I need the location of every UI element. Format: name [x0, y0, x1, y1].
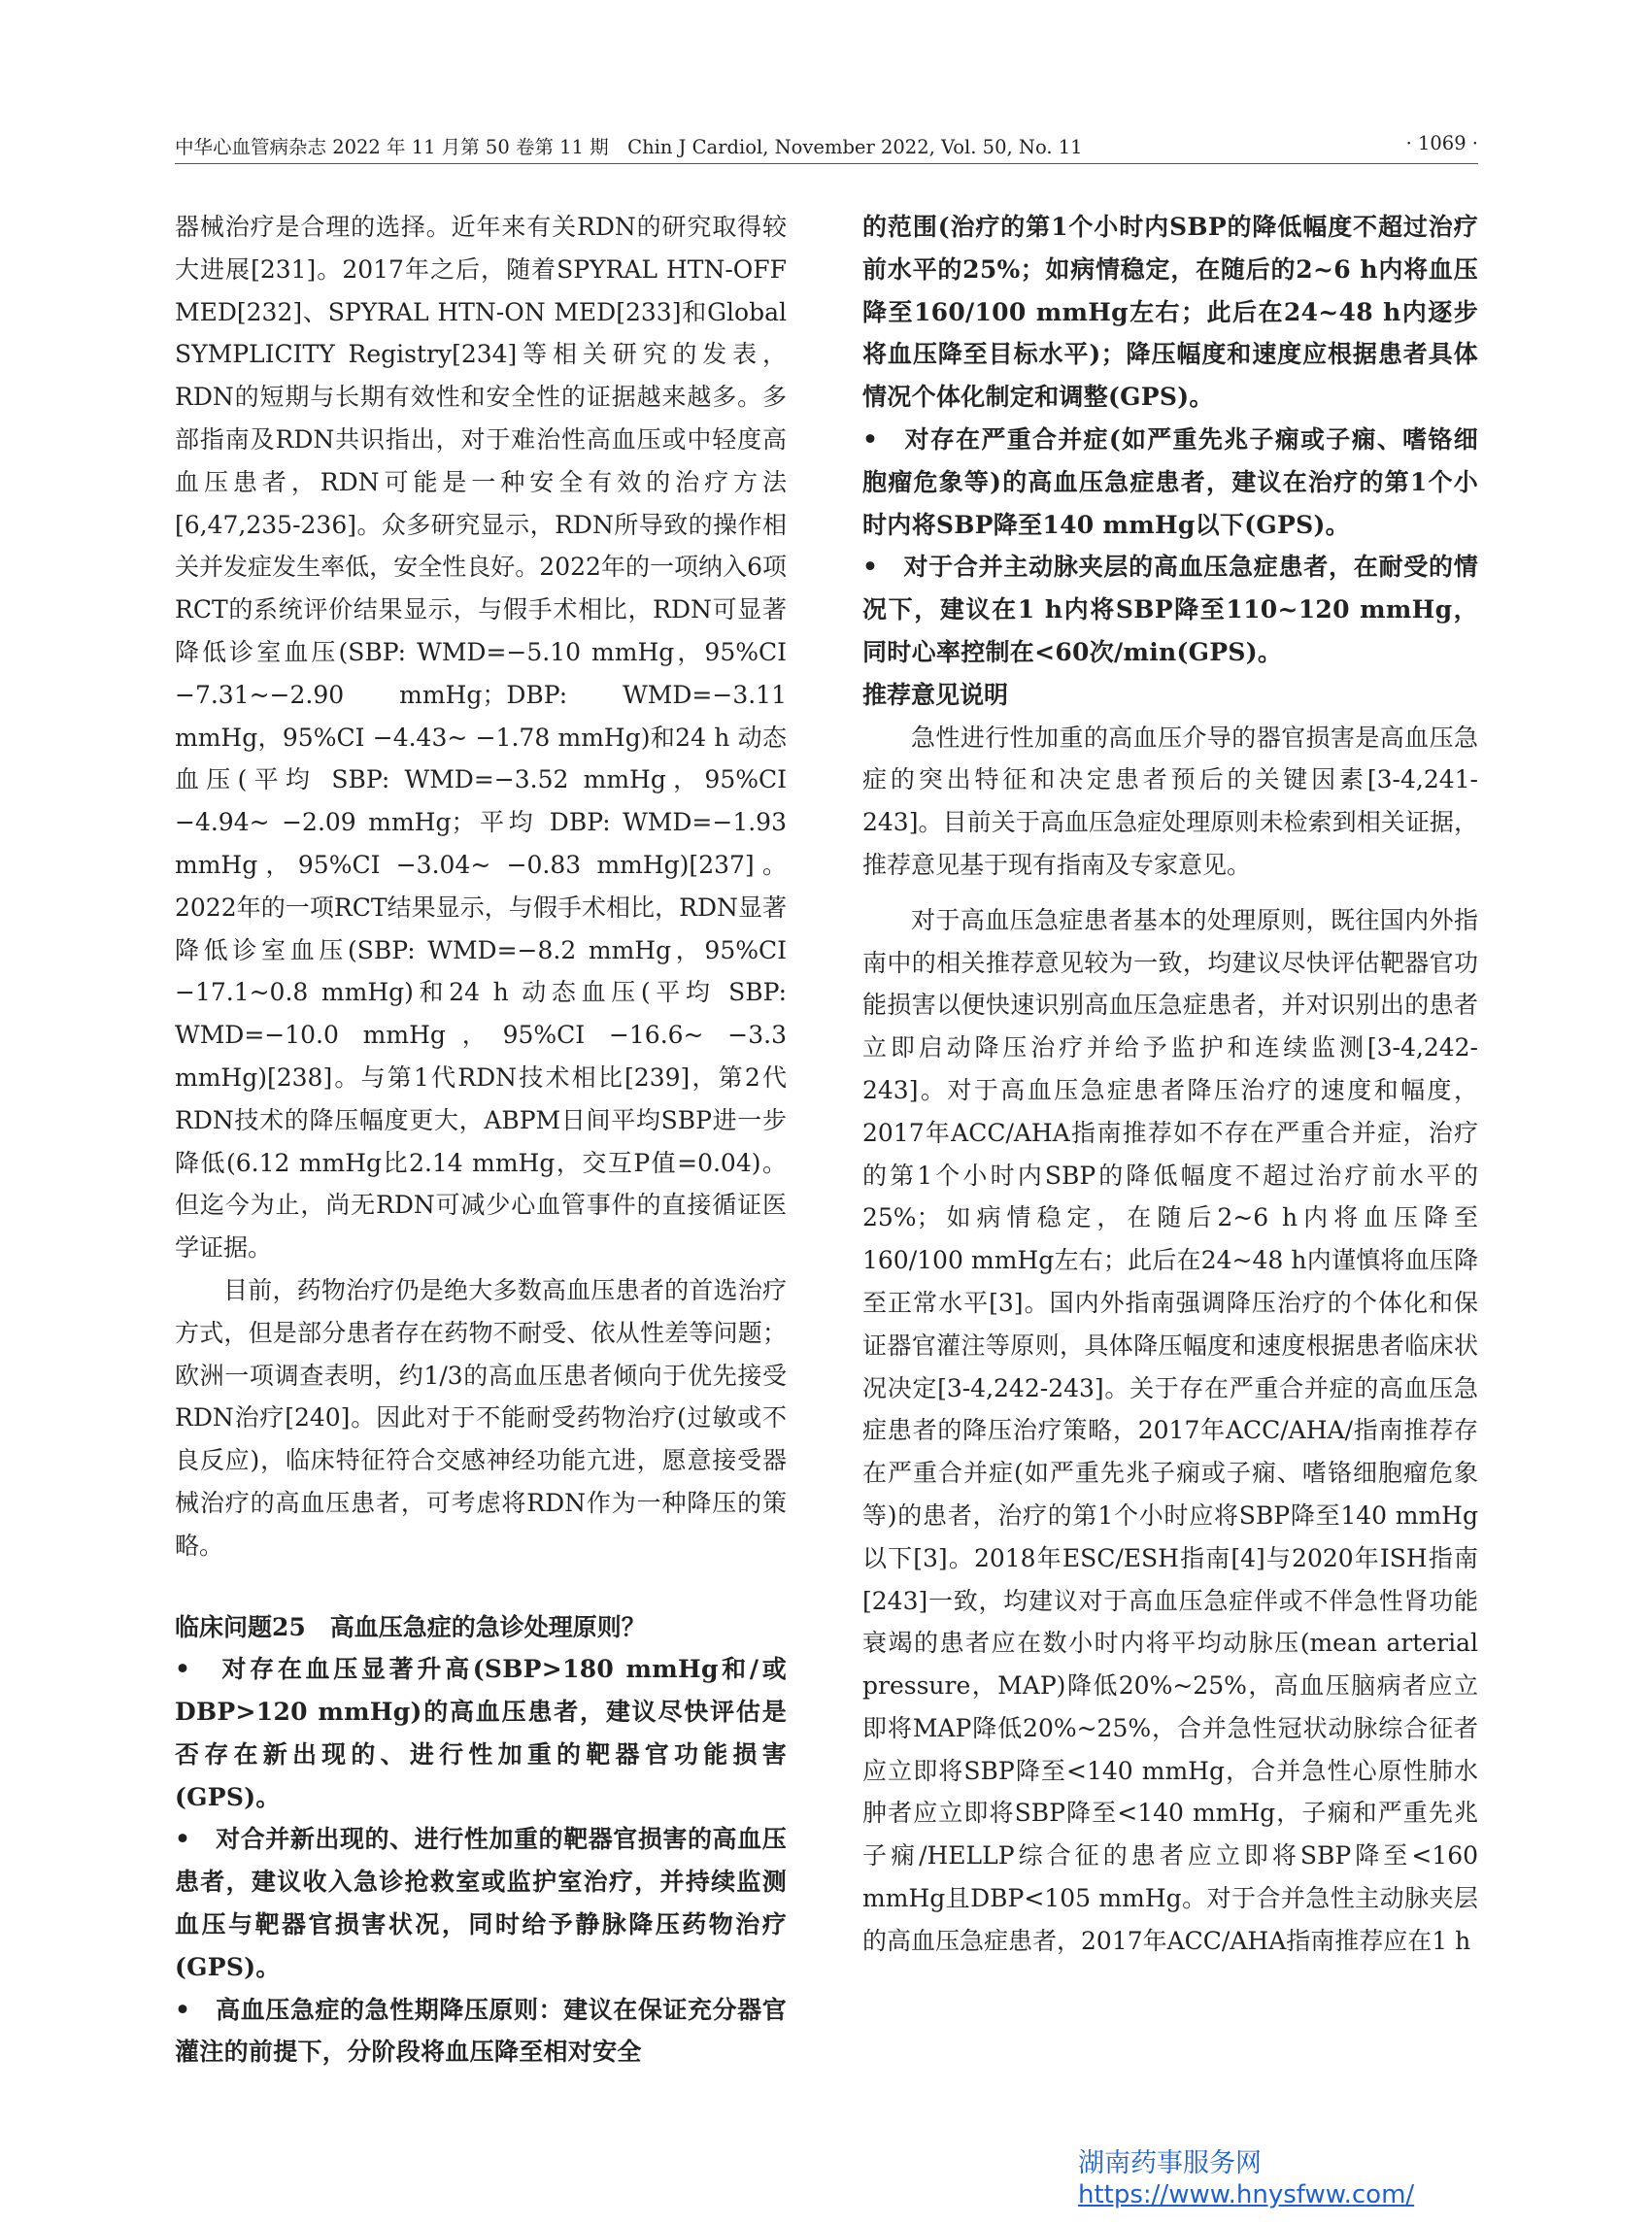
running-header: [175, 132, 1478, 164]
journal-citation: 中华心血管病杂志 2022 年 11 月第 50 卷第 11 期 Chin J Cardiol, November 2022, Vol. 50, No. 11: [175, 136, 1083, 158]
watermark-url-link[interactable]: https://www.hnysfww.com/: [1078, 2180, 1415, 2209]
recommendation-bullet-3-end: 的范围(治疗的第1个小时内SBP的降低幅度不超过治疗前水平的25%；如病情稳定，在随后的2~6 h内将血压降至160/100 mmHg左右；此后在24~48 h内逐步将血压降至目标水平)；降压幅度和速度应根据患者具体情况个体化制定和调整(GPS)。: [862, 213, 1478, 412]
paragraph-treatment-principles: 对于高血压急症患者基本的处理原则，既往国内外指南中的相关推荐意见较为一致，均建议尽快评估靶器官功能损害以便快速识别高血压急症患者，并对识别出的患者立即启动降压治疗并给予监护和连续监测[3-4,242-243]。对于高血压急症患者降压治疗的速度和幅度，2017年ACC/AHA指南推荐如不存在严重合并症，治疗的第1个小时内SBP的降低幅度不超过治疗前水平的25%；如病情稳定，在随后2~6 h内将血压降至160/100 mmHg左右；此后在24~48 h内谨慎将血压降至正常水平[3]。国内外指南强调降压治疗的个体化和保证器官灌注等原则，具体降压幅度和速度根据患者临床状况决定[3-4,242-243]。关于存在严重合并症的高血压急症患者的降压治疗策略，2017年ACC/AHA/指南推荐存在严重合并症(如严重先兆子痫或子痫、嗜铬细胞瘤危象等)的患者，治疗的第1个小时应将SBP降至140 mmHg以下[3]。2018年ESC/ESH指南[4]与2020年ISH指南[243]一致，均建议对于高血压急症伴或不伴急性肾功能衰竭的患者应在数小时内将平均动脉压(mean arterial pressure，MAP)降低20%~25%，高血压脑病者应立即将MAP降低20%~25%，合并急性冠状动脉综合征者应立即将SBP降至<140 mmHg，合并急性心原性肺水肿者应立即将SBP降至<140 mmHg，子痫和严重先兆子痫/HELLP综合征的患者应立即将SBP降至<160 mmHg且DBP<105 mmHg。对于合并急性主动脉夹层的高血压急症患者，2017年ACC/AHA指南推荐应在1 h: [862, 905, 1478, 1955]
recommendation-bullet-4: • 对存在严重合并症(如严重先兆子痫或子痫、嗜铬细胞瘤危象等)的高血压急症患者，建议在治疗的第1个小时内将SBP降至140 mmHg以下(GPS)。: [862, 424, 1478, 539]
paragraph-key-features: 急性进行性加重的高血压介导的器官损害是高血压急症的突出特征和决定患者预后的关键因素[3-4,241-243]。目前关于高血压急症处理原则未检索到相关证据，推荐意见基于现有指南及专家意见。: [862, 723, 1478, 879]
recommendation-bullet-5: • 对于合并主动脉夹层的高血压急症患者，在耐受的情况下，建议在1 h内将SBP降至110~120 mmHg，同时心率控制在<60次/min(GPS)。: [862, 553, 1478, 666]
recommendation-bullet-2: • 对合并新出现的、进行性加重的靶器官损害的高血压患者，建议收入急诊抢救室或监护室治疗，并持续监测血压与靶器官损害状况，同时给予静脉降压药物治疗(GPS)。: [175, 1825, 787, 1981]
right-column: [862, 206, 1478, 1963]
left-column: [175, 206, 787, 2073]
watermark-site-name: 湖南药事服务网: [1078, 2148, 1262, 2178]
section-subheading: 推荐意见说明: [862, 680, 1009, 709]
paragraph-rdn-strategy: 目前，药物治疗仍是绝大多数高血压患者的首选治疗方式，但是部分患者存在药物不耐受、依从性差等问题；欧洲一项调查表明，约1/3的高血压患者倾向于优先接受RDN治疗[240]。因此对于不能耐受药物治疗(过敏或不良反应)，临床特征符合交感神经功能亢进，愿意接受器械治疗的高血压患者，可考虑将RDN作为一种降压的策略。: [175, 1275, 787, 1560]
clinical-question-heading: 临床问题25 高血压急症的急诊处理原则？: [175, 1612, 646, 1641]
recommendation-bullet-3-start: • 高血压急症的急性期降压原则：建议在保证充分器官灌注的前提下，分阶段将血压降至相对安全: [175, 1995, 787, 2067]
recommendation-bullet-1: • 对存在血压显著升高(SBP>180 mmHg和/或DBP>120 mmHg)的高血压患者，建议尽快评估是否存在新出现的、进行性加重的靶器官功能损害(GPS)。: [175, 1655, 787, 1811]
site-watermark: [1078, 2148, 1414, 2210]
page-number: · 1069 ·: [1405, 132, 1478, 154]
paragraph-rdn-evidence: 器械治疗是合理的选择。近年来有关RDN的研究取得较大进展[231]。2017年之后，随着SPYRAL HTN-OFF MED[232]、SPYRAL HTN-ON MED[233]和Global SYMPLICITY Registry[234]等相关研究的发表，RDN的短期与长期有效性和安全性的证据越来越多。多部指南及RDN共识指出，对于难治性高血压或中轻度高血压患者，RDN可能是一种安全有效的治疗方法[6,47,235-236]。众多研究显示，RDN所导致的操作相关并发症发生率低，安全性良好。2022年的一项纳入6项RCT的系统评价结果显示，与假手术相比，RDN可显著降低诊室血压(SBP: WMD=−5.10 mmHg，95%CI −7.31~−2.90 mmHg；DBP: WMD=−3.11 mmHg，95%CI −4.43~ −1.78 mmHg)和24 h 动态血压(平均 SBP: WMD=−3.52 mmHg，95%CI −4.94~ −2.09 mmHg；平均 DBP: WMD=−1.93 mmHg，95%CI −3.04~ −0.83 mmHg)[237]。2022年的一项RCT结果显示，与假手术相比，RDN显著降低诊室血压(SBP: WMD=−8.2 mmHg，95%CI −17.1~0.8 mmHg)和24 h 动态血压(平均 SBP: WMD=−10.0 mmHg，95%CI −16.6~ −3.3 mmHg)[238]。与第1代RDN技术相比[239]，第2代RDN技术的降压幅度更大，ABPM日间平均SBP进一步降低(6.12 mmHg比2.14 mmHg，交互P值=0.04)。但迄今为止，尚无RDN可减少心血管事件的直接循证医学证据。: [175, 213, 787, 1263]
